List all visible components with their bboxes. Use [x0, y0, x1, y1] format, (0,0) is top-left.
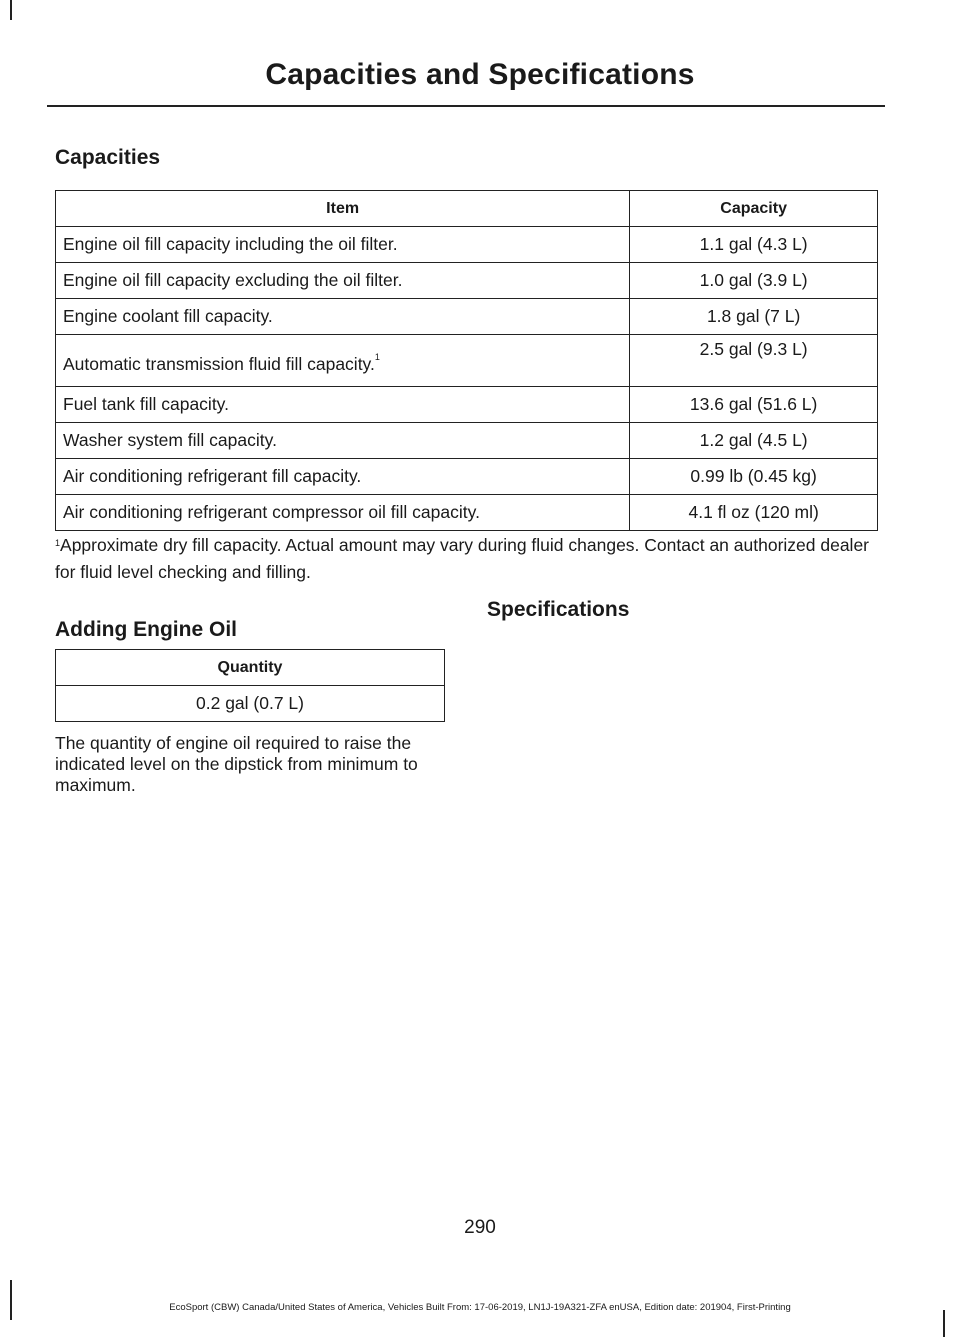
capacity-cell: 4.1 fl oz (120 ml)	[630, 495, 878, 531]
capacity-column-header: Capacity	[630, 191, 878, 227]
engine-oil-quantity-table	[55, 649, 445, 722]
item-cell: Engine coolant fill capacity.	[56, 299, 630, 335]
footnote-ref: 1	[374, 352, 380, 362]
item-cell: Fuel tank fill capacity.	[56, 387, 630, 423]
table-row	[56, 227, 878, 263]
table-row	[56, 423, 878, 459]
table-header-row	[56, 191, 878, 227]
capacities-heading: Capacities	[55, 146, 161, 169]
specifications-heading: Specifications	[487, 598, 630, 621]
capacity-cell: 1.1 gal (4.3 L)	[630, 227, 878, 263]
table-row	[56, 495, 878, 531]
table-header-row	[56, 650, 445, 686]
table-row	[56, 686, 445, 722]
table-row	[56, 387, 878, 423]
capacity-cell: 13.6 gal (51.6 L)	[630, 387, 878, 423]
item-cell: Washer system fill capacity.	[56, 423, 630, 459]
adding-engine-oil-heading: Adding Engine Oil	[55, 618, 237, 641]
item-cell: Engine oil fill capacity excluding the oil filter.	[56, 263, 630, 299]
item-column-header: Item	[56, 191, 630, 227]
quantity-column-header: Quantity	[56, 650, 445, 686]
title-rule	[47, 105, 885, 107]
page-title: Capacities and Specifications	[265, 58, 695, 91]
adding-oil-description: The quantity of engine oil required to raise the indicated level on the dipstick from minimum to maximum.	[55, 733, 418, 795]
capacity-cell: 1.8 gal (7 L)	[630, 299, 878, 335]
crop-mark	[10, 0, 12, 20]
capacity-cell: 1.0 gal (3.9 L)	[630, 263, 878, 299]
table-row	[56, 263, 878, 299]
table-row	[56, 299, 878, 335]
quantity-cell: 0.2 gal (0.7 L)	[56, 686, 445, 722]
item-text: Automatic transmission fluid fill capacity.	[63, 354, 375, 374]
item-cell	[56, 335, 630, 387]
footnote-marker: 1	[55, 538, 61, 548]
capacity-cell: 0.99 lb (0.45 kg)	[630, 459, 878, 495]
page-footer: EcoSport (CBW) Canada/United States of America, Vehicles Built From: 17-06-2019, LN1J-19A321-ZFA enUSA, Edition date: 201904, First-Printing	[169, 1302, 791, 1313]
capacity-cell: 2.5 gal (9.3 L)	[630, 335, 878, 387]
item-cell: Air conditioning refrigerant fill capacity.	[56, 459, 630, 495]
item-cell: Air conditioning refrigerant compressor oil fill capacity.	[56, 495, 630, 531]
capacity-cell: 1.2 gal (4.5 L)	[630, 423, 878, 459]
table-row	[56, 335, 878, 387]
footnote-text: Approximate dry fill capacity. Actual amount may vary during fluid changes. Contact an authorized dealer for fluid level checking and filling.	[55, 535, 870, 582]
table-row	[56, 459, 878, 495]
item-cell: Engine oil fill capacity including the oil filter.	[56, 227, 630, 263]
capacities-table	[55, 190, 878, 531]
page-number: 290	[464, 1217, 496, 1238]
crop-mark	[943, 1310, 945, 1337]
crop-mark	[10, 1280, 12, 1320]
table-footnote	[55, 532, 885, 586]
